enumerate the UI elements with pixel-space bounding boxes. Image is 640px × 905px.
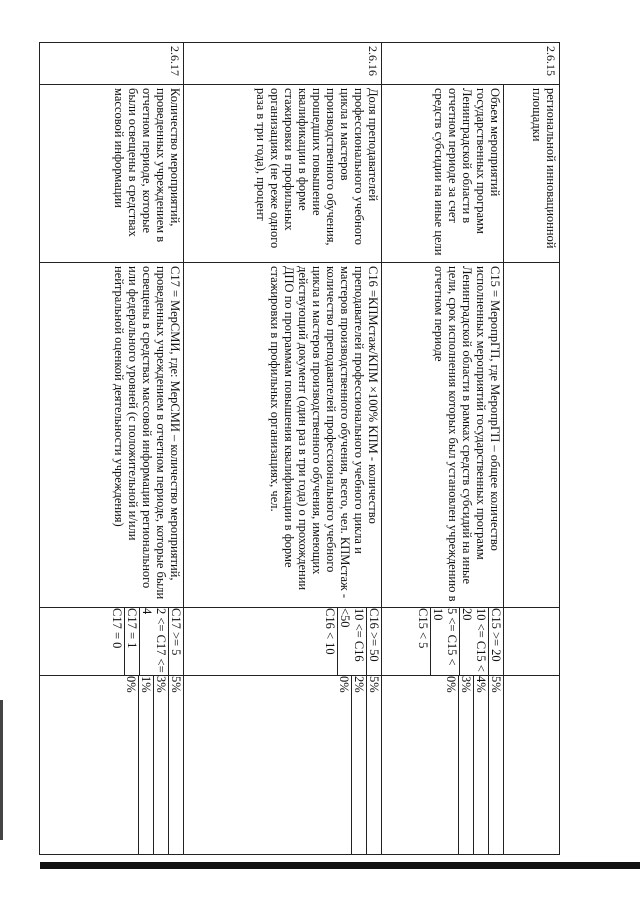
points-value: 5% xyxy=(168,676,183,854)
condition: 10 <= С16 <50 xyxy=(337,608,366,675)
points-cell xyxy=(40,676,184,855)
indicator-name: региональной инновационной площадки xyxy=(504,85,560,263)
points-value: 5% xyxy=(366,676,381,854)
condition: С17 = 1 xyxy=(124,608,139,675)
scan-edge-mark xyxy=(0,700,3,840)
points-value: 0% xyxy=(337,676,351,693)
condition: С15 >= 20 xyxy=(488,608,503,675)
formula-cell: С16 =КПМстаж/КПМ ×100% КПМ - количество преподавателей профессионального учебного цикла и мастеров производственного обучения, всего, чел. КПМстаж - количество преподавателей профессионального учебного цикла и мастеров производственного обучения, имеющих действующий документ (один раз в три года) о прохождении ДПО по программам повышения квалификации в форме стажировки в профильных организациях, чел. xyxy=(184,263,382,608)
row-number: 2.6.15 xyxy=(382,43,560,85)
conditions-cell xyxy=(382,608,504,676)
points-value: 3% xyxy=(153,676,168,854)
row-number: 2.6.17 xyxy=(40,43,184,85)
indicator-name: Количество мероприятий, проведенных учреждением в отчетном периоде, которые были освещены в средствах массовой информации xyxy=(40,85,184,263)
points-value: 5% xyxy=(488,676,503,854)
condition: С15 < 5 xyxy=(416,608,430,649)
criteria-table xyxy=(39,42,560,855)
points-value: 4% xyxy=(473,676,488,854)
indicator-name: Объем мероприятий государственных программ Ленинградской области в отчетном периоде за счет средств субсидии на иные цели xyxy=(382,85,504,263)
points-value: 0% xyxy=(444,676,458,693)
formula-cell: С15 = МеропрГП, где МеропрГП – общее количество исполненных мероприятий государственных программ Ленинградской области в рамках средств субсидий на иные цели, срок исполнения которых был установлен учреждению в отчетном периоде xyxy=(382,263,504,608)
condition: С17 = 0 xyxy=(110,608,124,649)
points-cell xyxy=(504,676,560,855)
formula-cell: С17 = МерСМИ, где: МерСМИ – количество мероприятий, проведенных учреждением в отчетном периоде, которые были освещены в средствах массовой информации регионального или федерального уровней (с положительной и/или нейтральной оценкой деятельности учреждения) xyxy=(40,263,184,608)
conditions-cell xyxy=(184,608,382,676)
points-cell xyxy=(184,676,382,855)
indicator-name: Доля преподавателей профессионального учебного цикла и мастеров производственного обучения, прошедших повышение квалификации в форме стажировки в профильных организациях (не реже одного раза в три года), процент xyxy=(184,85,382,263)
condition: С16 < 10 xyxy=(323,608,337,655)
condition: С16 >= 50 xyxy=(366,608,381,675)
points-value: 2% xyxy=(351,676,366,854)
condition: 2 <= С17 <= 4 xyxy=(139,608,168,675)
rotated-table-wrapper xyxy=(40,42,560,854)
table-row xyxy=(382,43,504,855)
table-row xyxy=(184,43,382,855)
points-value: 3% xyxy=(458,676,473,854)
table-row xyxy=(504,43,560,855)
row-number: 2.6.16 xyxy=(184,43,382,85)
points-cell xyxy=(382,676,504,855)
condition: 10 <= С15 < 20 xyxy=(459,608,488,675)
conditions-cell xyxy=(40,608,184,676)
points-value: 0% xyxy=(124,676,138,693)
condition: С17 >= 5 xyxy=(168,608,183,675)
condition: 5 <= С15 < 10 xyxy=(430,608,459,675)
formula-cell xyxy=(504,263,560,608)
table-row xyxy=(40,43,184,855)
points-value: 1% xyxy=(138,676,153,854)
scan-edge-bar xyxy=(40,862,640,869)
conditions-cell xyxy=(504,608,560,676)
